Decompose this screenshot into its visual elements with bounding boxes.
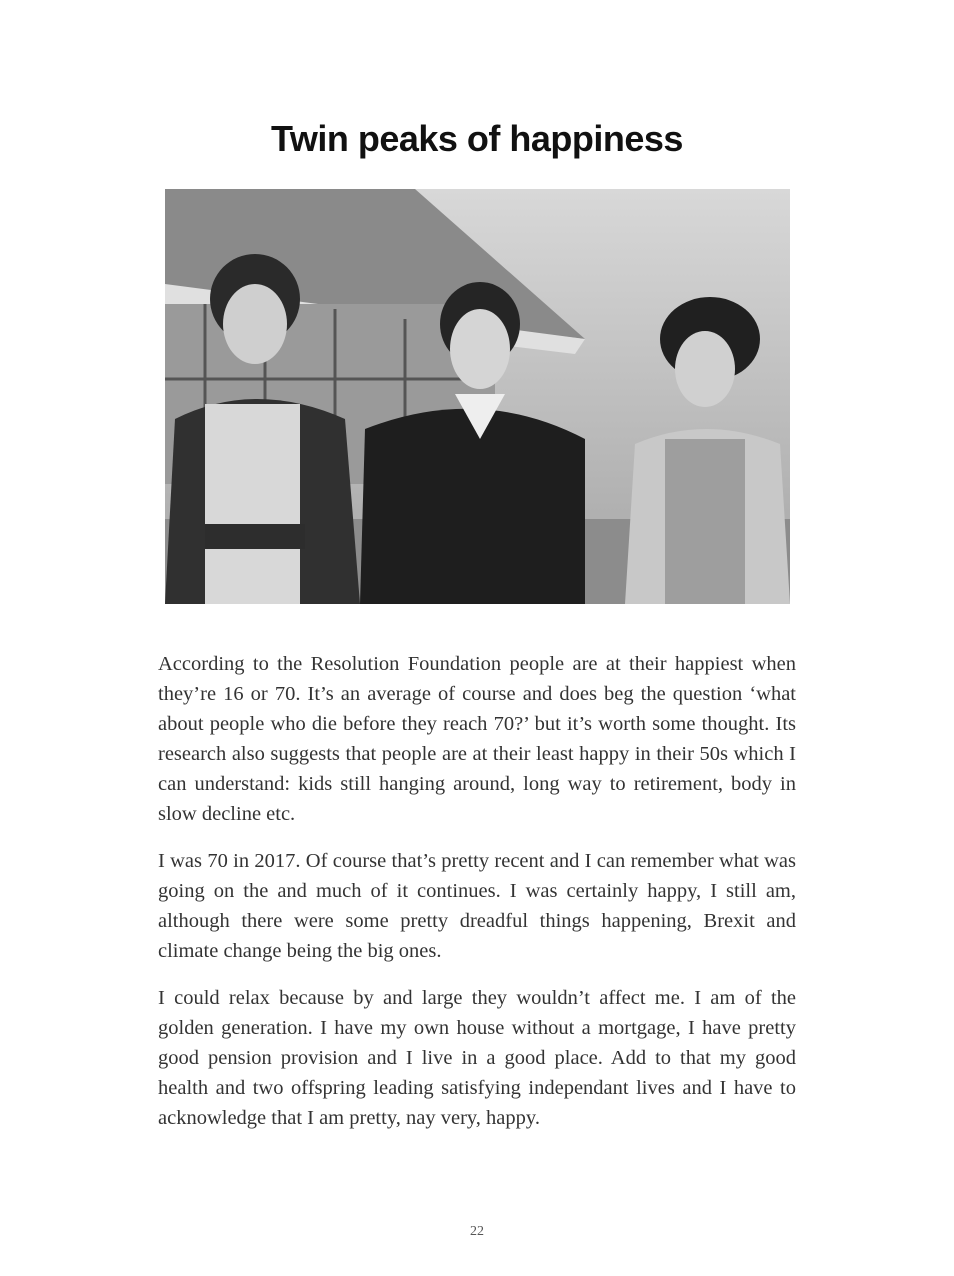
page-number: 22 <box>470 1224 484 1239</box>
paragraph: I was 70 in 2017. Of course that’s pretty recent and I can remember what was going on the and much of it continues. I was certainly happy, I still am, although there were some pretty dreadful things happening, Brexit and climate change being the big ones. <box>158 850 796 962</box>
paragraph: According to the Resolution Foundation people are at their happiest when they’re 16 or 70. It’s an average of course and does beg the question ‘what about people who die before they reach 70?’ but it’s worth some thought. Its research also suggests that people are at their least happy in their 50s which I can understand: kids still hanging around, long way to retirement, body in slow decline etc. <box>158 653 796 825</box>
black-and-white-photo-three-people <box>165 189 790 604</box>
body-text <box>158 649 796 1150</box>
paragraph: I could relax because by and large they wouldn’t affect me. I am of the golden generation. I have my own house without a mortgage, I have pretty good pension provision and I live in a good place. Add to that my good health and two offspring leading satisfying independant lives and I have to acknowledge that I am pretty, nay very, happy. <box>158 987 796 1129</box>
page-title: Twin peaks of happiness <box>271 118 683 159</box>
